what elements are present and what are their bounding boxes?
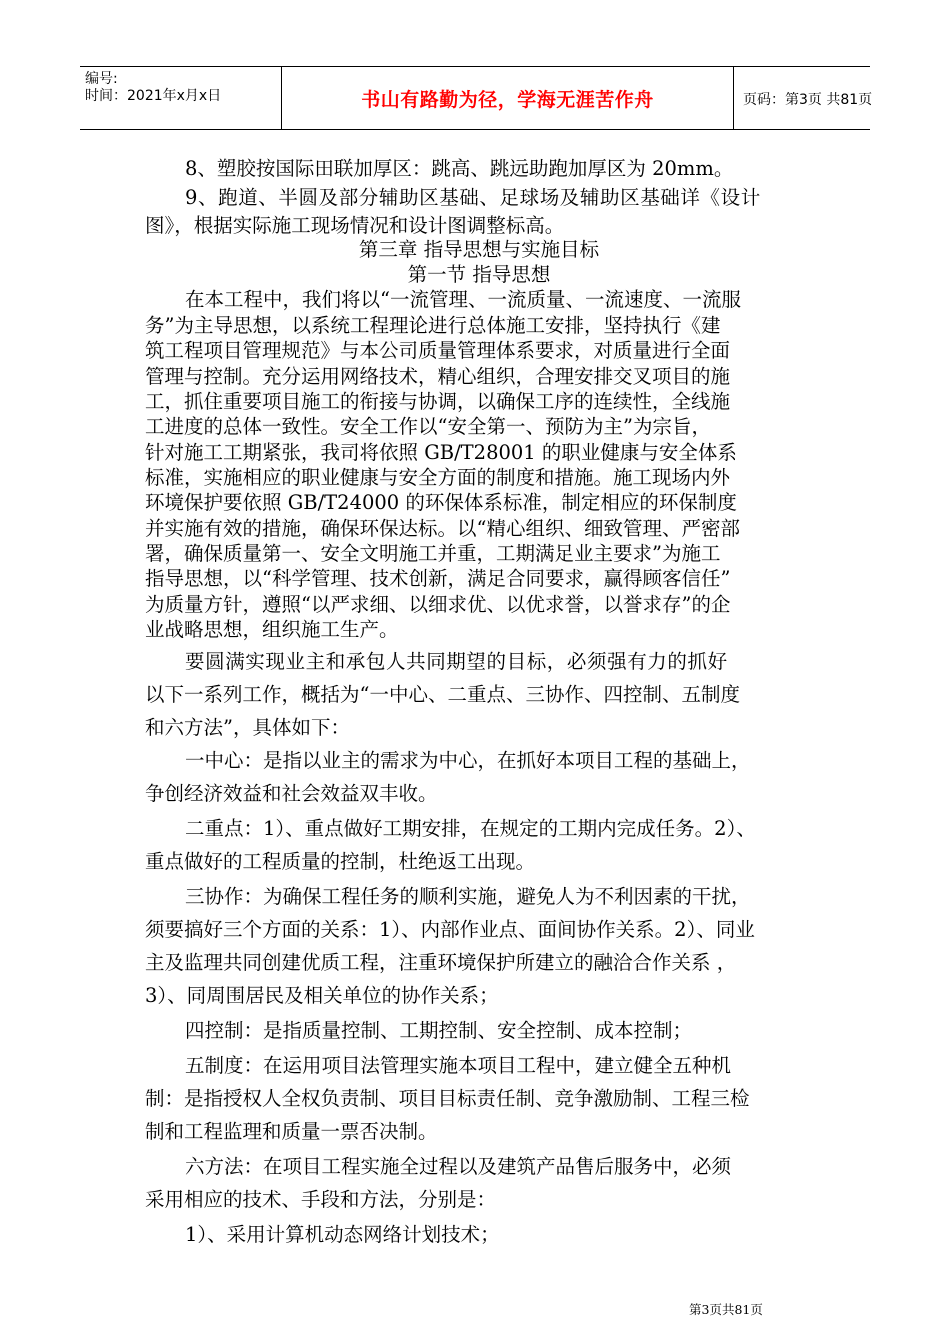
body-line: 9、跑道、半圆及部分辅助区基础、足球场及辅助区基础详《设计 xyxy=(185,186,761,209)
body-line: 管理与控制。充分运用网络技术，精心组织，合理安排交叉项目的施 xyxy=(145,365,731,388)
header-page-number: 页码：第3页 共81页 xyxy=(743,92,873,108)
header-motto-cell xyxy=(281,67,734,129)
body-line: 务”为主导思想，以系统工程理论进行总体施工安排，坚持执行《建 xyxy=(145,314,721,337)
doc-number-label: 编号: xyxy=(85,71,118,87)
body-line: 六方法：在项目工程实施全过程以及建筑产品售后服务中，必须 xyxy=(185,1155,732,1178)
body-line: 制：是指授权人全权负责制、项目目标责任制、竞争激励制、工程三检 xyxy=(145,1087,750,1110)
header-meta xyxy=(80,67,281,129)
body-line: 二重点：1）、重点做好工期安排，在规定的工期内完成任务。2）、 xyxy=(185,817,756,840)
body-line: 以下一系列工作，概括为“一中心、二重点、三协作、四控制、五制度 xyxy=(145,683,740,706)
body-line: 标准，实施相应的职业健康与安全方面的制度和措施。施工现场内外 xyxy=(145,466,731,489)
body-line: 业战略思想，组织施工生产。 xyxy=(145,618,399,641)
body-line: 1）、采用计算机动态网络计划技术； xyxy=(185,1223,500,1246)
header-motto: 书山有路勤为径，学海无涯苦作舟 xyxy=(361,89,654,111)
doc-time-label: 时间：2021年x月x日 xyxy=(85,88,222,104)
body-line: 工，抓住重要项目施工的衔接与协调，以确保工序的连续性，全线施 xyxy=(145,390,731,413)
body-line: 为质量方针，遵照“以严求细、以细求优、以优求誉，以誉求存”的企 xyxy=(145,593,731,616)
body-line: 指导思想，以“科学管理、技术创新，满足合同要求，赢得顾客信任” xyxy=(145,567,731,590)
body-line: 针对施工工期紧张，我司将依照 GB/T28001 的职业健康与安全体系 xyxy=(145,441,737,464)
chapter-heading: 第三章 指导思想与实施目标 xyxy=(358,238,600,261)
body-line: 3）、同周围居民及相关单位的协作关系； xyxy=(145,984,499,1007)
body-line: 采用相应的技术、手段和方法，分别是： xyxy=(145,1188,497,1211)
body-line: 制和工程监理和质量一票否决制。 xyxy=(145,1120,438,1143)
body-line: 五制度：在运用项目法管理实施本项目工程中，建立健全五种机 xyxy=(185,1054,732,1077)
body-line: 重点做好的工程质量的控制，杜绝返工出现。 xyxy=(145,850,536,873)
body-line: 争创经济效益和社会效益双丰收。 xyxy=(145,782,438,805)
body-line: 主及监理共同创建优质工程，注重环境保护所建立的融洽合作关系 ， xyxy=(145,951,737,974)
body-line: 并实施有效的措施，确保环保达标。以“精心组织、细致管理、严密部 xyxy=(145,517,740,540)
section-heading: 第一节 指导思想 xyxy=(407,263,551,286)
page-header xyxy=(80,66,873,130)
body-line: 环境保护要依照 GB/T24000 的环保体系标准，制定相应的环保制度 xyxy=(145,491,737,514)
body-line: 三协作：为确保工程任务的顺利实施，避免人为不利因素的干扰， xyxy=(185,885,751,908)
body-line: 须要搞好三个方面的关系：1）、内部作业点、面间协作关系。2）、同业 xyxy=(145,918,755,941)
body-line: 四控制：是指质量控制、工期控制、安全控制、成本控制； xyxy=(185,1019,693,1042)
body-line: 一中心：是指以业主的需求为中心，在抓好本项目工程的基础上， xyxy=(185,749,751,772)
header-page-cell xyxy=(734,67,873,129)
body-line: 署，确保质量第一、安全文明施工并重，工期满足业主要求”为施工 xyxy=(145,542,721,565)
body-line: 在本工程中，我们将以“一流管理、一流质量、一流速度、一流服 xyxy=(185,288,741,311)
body-line: 图》，根据实际施工现场情况和设计图调整标高。 xyxy=(145,214,565,237)
body-line: 要圆满实现业主和承包人共同期望的目标，必须强有力的抓好 xyxy=(185,650,728,673)
page-footer: 第3页共81页 xyxy=(689,1302,763,1317)
body-line: 工进度的总体一致性。安全工作以“安全第一、预防为主”为宗旨， xyxy=(145,415,711,438)
body-line: 和六方法”，具体如下： xyxy=(145,716,350,739)
body-line: 筑工程项目管理规范》与本公司质量管理体系要求，对质量进行全面 xyxy=(145,339,731,362)
body-line: 8、塑胶按国际田联加厚区：跳高、跳远助跑加厚区为 20mm。 xyxy=(185,157,734,180)
